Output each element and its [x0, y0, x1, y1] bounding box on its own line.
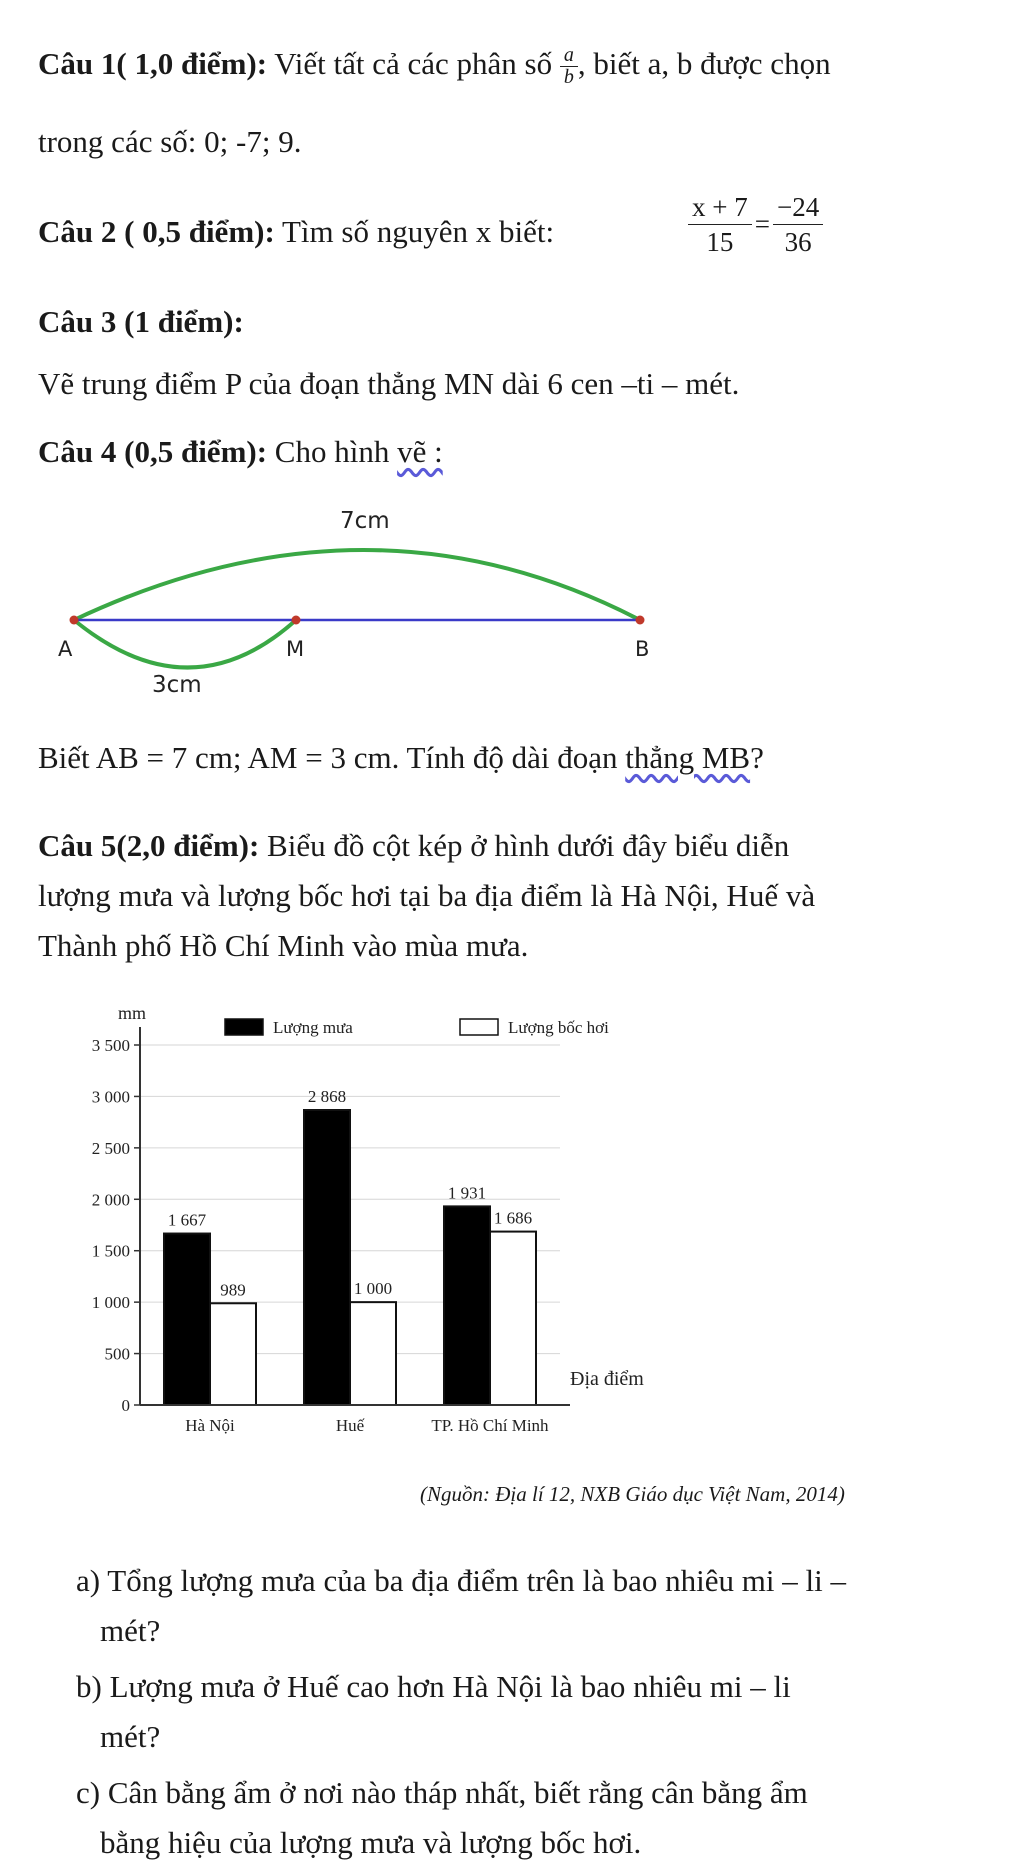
y-tick-label-500: 500 [104, 1344, 130, 1364]
q5-b-line1: b) Lượng mưa ở Huế cao hơn Hà Nội là bao nhiêu mi – li [76, 1669, 791, 1704]
data-label-0-1: 2 868 [307, 1087, 347, 1107]
legend-label-0: Lượng mưa [273, 1018, 353, 1037]
y-tick-label-1000: 1 000 [91, 1293, 130, 1313]
q2-equation [688, 190, 823, 259]
chart-bars [164, 1110, 536, 1405]
bar-1-1 [350, 1302, 396, 1405]
y-tick-label-2000: 2 000 [91, 1190, 130, 1210]
q2-lhs-num: x + 7 [688, 190, 752, 225]
data-label-0-0: 1 667 [167, 1210, 207, 1230]
q3-label: Câu 3 (1 điểm): [38, 304, 244, 339]
bar-1-0 [210, 1303, 256, 1405]
data-label-1-1: 1 000 [353, 1279, 393, 1299]
q4-question-before: Biết AB = 7 cm; AM = 3 cm. Tính độ dài đoạn [38, 740, 626, 775]
q1-line1 [38, 44, 831, 88]
q5-a-line2: mét? [100, 1613, 161, 1648]
chart-legend [225, 1018, 609, 1037]
y-tick-label-3500: 3 500 [91, 1036, 130, 1055]
y-tick-label-0: 0 [121, 1396, 130, 1415]
q2-line [38, 212, 554, 252]
chart-source: (Nguồn: Địa lí 12, NXB Giáo dục Việt Nam, 2014) [420, 1482, 845, 1506]
category-label-0: Hà Nội [185, 1416, 235, 1435]
legend-swatch-0 [225, 1019, 263, 1035]
q5-line3: Thành phố Hồ Chí Minh vào mùa mưa. [38, 928, 529, 963]
q1-text-after: , biết a, b được chọn [577, 46, 831, 81]
legend-label-1: Lượng bốc hơi [508, 1018, 609, 1037]
arc-ab [74, 550, 640, 620]
arc-am [74, 620, 296, 668]
label-point-b: B [635, 637, 650, 661]
category-label-1: Huế [335, 1416, 365, 1435]
label-3cm: 3cm [152, 672, 202, 698]
q4-text-wavy: vẽ : [397, 434, 443, 469]
q5-c-line1: c) Cân bằng ẩm ở nơi nào tháp nhất, biết rằng cân bằng ẩm [76, 1775, 808, 1810]
q2-text: Tìm số nguyên x biết: [274, 214, 555, 249]
point-b-dot [636, 616, 645, 625]
q1-label: Câu 1( 1,0 điểm): [38, 46, 268, 81]
y-tick-label-1500: 1 500 [91, 1241, 130, 1261]
bar-0-2 [444, 1206, 490, 1405]
q5-c-line2: bằng hiệu của lượng mưa và lượng bốc hơi. [100, 1825, 642, 1860]
q2-rhs-den: 36 [784, 227, 812, 257]
q4-line [38, 432, 443, 472]
q1-fraction [560, 45, 578, 88]
q5-b-line2: mét? [100, 1719, 161, 1754]
legend-swatch-1 [460, 1019, 498, 1035]
q2-rhs-num: −24 [773, 190, 823, 225]
label-point-a: A [58, 637, 73, 661]
q1-frac-den: b [563, 66, 574, 89]
chart-category-labels [185, 1416, 549, 1435]
data-label-1-0: 989 [220, 1280, 246, 1300]
q2-label: Câu 2 ( 0,5 điểm): [38, 214, 275, 249]
chart-xlabel: Địa điểm [570, 1368, 644, 1390]
point-m-dot [292, 616, 301, 625]
bar-1-2 [490, 1232, 536, 1405]
q2-rhs-fraction [773, 190, 823, 259]
q4-question [38, 738, 764, 778]
q4-label: Câu 4 (0,5 điểm): [38, 434, 268, 469]
q4-question-wavy: thẳng MB [625, 740, 751, 775]
data-label-1-2: 1 686 [493, 1208, 533, 1228]
q4-text: Cho hình [267, 434, 398, 469]
q5-line1-text: Biểu đồ cột kép ở hình dưới đây biểu diễn [259, 828, 790, 863]
q3-line2: Vẽ trung điểm P của đoạn thẳng MN dài 6 cen –ti – mét. [38, 366, 740, 401]
q2-lhs-fraction [688, 190, 752, 259]
segment-figure [40, 500, 680, 700]
chart-y-ticks [92, 1036, 140, 1415]
bar-0-0 [164, 1234, 210, 1405]
q4-question-after: ? [750, 740, 764, 775]
label-7cm: 7cm [340, 508, 390, 534]
point-a-dot [70, 616, 79, 625]
rain-evaporation-chart [60, 985, 820, 1465]
q5-line2: lượng mưa và lượng bốc hơi tại ba địa điểm là Hà Nội, Huế và [38, 878, 816, 913]
q2-lhs-den: 15 [706, 227, 734, 257]
data-label-0-2: 1 931 [447, 1183, 487, 1203]
q5-a-line1: a) Tổng lượng mưa của ba địa điểm trên là bao nhiêu mi – li – [76, 1563, 846, 1598]
q1-frac-num: a [560, 45, 578, 67]
q2-equals: = [754, 209, 770, 239]
q1-text-before: Viết tất cả các phân số [267, 46, 560, 81]
q5-label: Câu 5(2,0 điểm): [38, 828, 260, 863]
category-label-2: TP. Hồ Chí Minh [431, 1416, 549, 1435]
y-tick-label-3000: 3 000 [91, 1087, 130, 1107]
y-tick-label-2500: 2 500 [91, 1138, 130, 1158]
chart-ylabel: mm [118, 1003, 147, 1023]
bar-0-1 [304, 1110, 350, 1405]
label-point-m: M [286, 637, 305, 661]
q5-line1 [38, 826, 789, 866]
q1-line2: trong các số: 0; -7; 9. [38, 124, 302, 159]
